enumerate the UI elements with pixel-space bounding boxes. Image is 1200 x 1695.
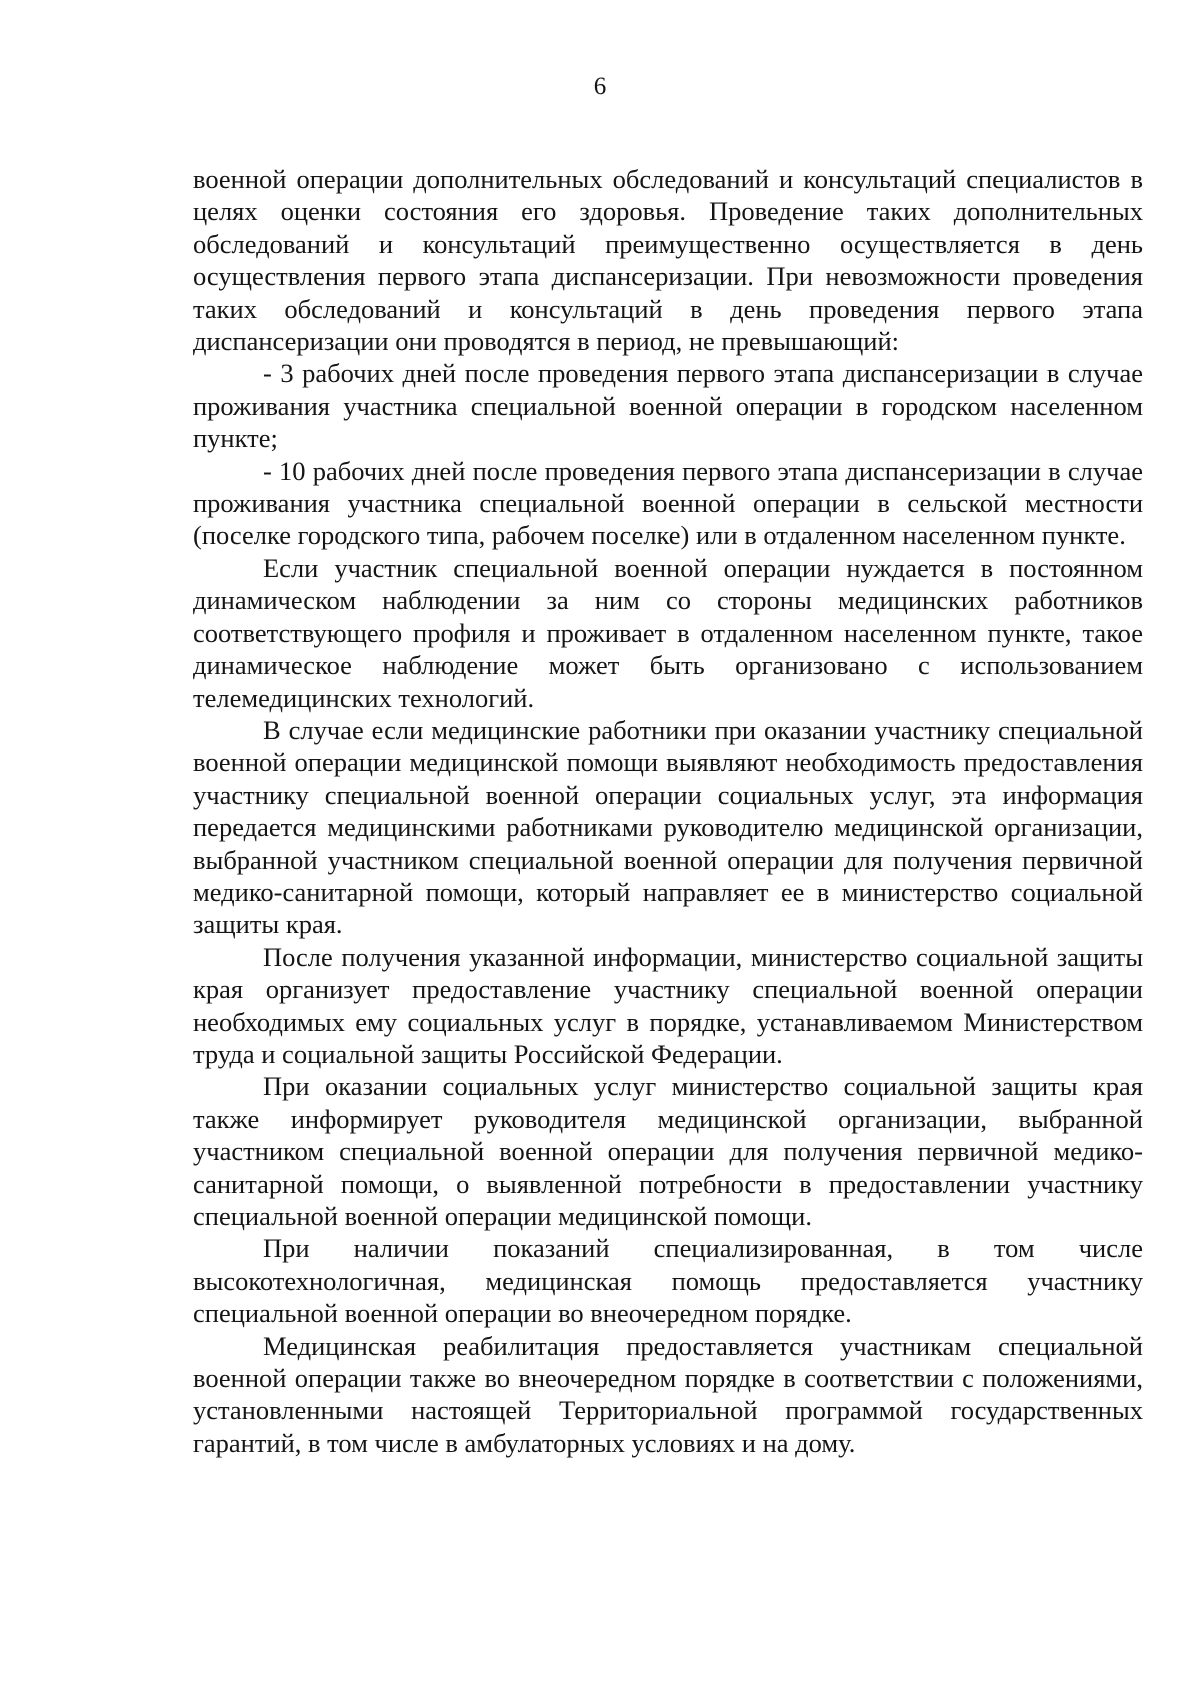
list-item-3-days: - 3 рабочих дней после проведения первого этапа диспансеризации в случае проживания участника специальной военной операции в городском населенном пункте; [193,358,1143,454]
document-body [193,163,1143,1459]
paragraph-telemedicine: Если участник специальной военной операции нуждается в постоянном динамическом наблюдении за ним со стороны медицинских работников соответствующего профиля и проживает в отдаленном населенном пункте, такое динамическое наблюдение может быть организовано с использованием телемедицинских технологий. [193,552,1143,713]
paragraph-high-tech-care: При наличии показаний специализированная, в том числе высокотехнологичная, медицинская помощь предоставляется участнику специальной военной операции во внеочередном порядке. [193,1233,1143,1329]
paragraph-social-services-need: В случае если медицинские работники при оказании участнику специальной военной операции медицинской помощи выявляют необходимость предоставления участнику специальной военной операции социальных услуг, эта информация передается медицинскими работниками руководителю медицинской организации, выбранной участником специальной военной операции для получения первичной медико-санитарной помощи, который направляет ее в министерство социальной защиты края. [193,714,1143,940]
paragraph-continuation: военной операции дополнительных обследований и консультаций специалистов в целях оценки состояния его здоровья. Проведение таких дополнительных обследований и консультаций преимущественно осуществляется в день осуществления первого этапа диспансеризации. При невозможности проведения таких обследований и консультаций в день проведения первого этапа диспансеризации они проводятся в период, не превышающий: [193,164,1143,357]
paragraph-ministry-organizes: После получения указанной информации, министерство социальной защиты края организует предоставление участнику специальной военной операции необходимых ему социальных услуг в порядке, устанавливаемом Министерством труда и социальной защиты Российской Федерации. [193,941,1143,1069]
paragraph-ministry-informs: При оказании социальных услуг министерство социальной защиты края также информирует руководителя медицинской организации, выбранной участником специальной военной операции для получения первичной медико-санитарной помощи, о выявленной потребности в предоставлении участнику специальной военной операции медицинской помощи. [193,1071,1143,1231]
page-number: 6 [593,73,607,100]
list-item-10-days: - 10 рабочих дней после проведения первого этапа диспансеризации в случае проживания участника специальной военной операции в сельской местности (поселке городского типа, рабочем поселке) или в отдаленном населенном пункте. [193,455,1143,551]
paragraph-rehabilitation: Медицинская реабилитация предоставляется участникам специальной военной операции также во внеочередном порядке в соответствии с положениями, установленными настоящей Территориальной программой государственных гарантий, в том числе в амбулаторных условиях и на дому. [193,1330,1143,1458]
